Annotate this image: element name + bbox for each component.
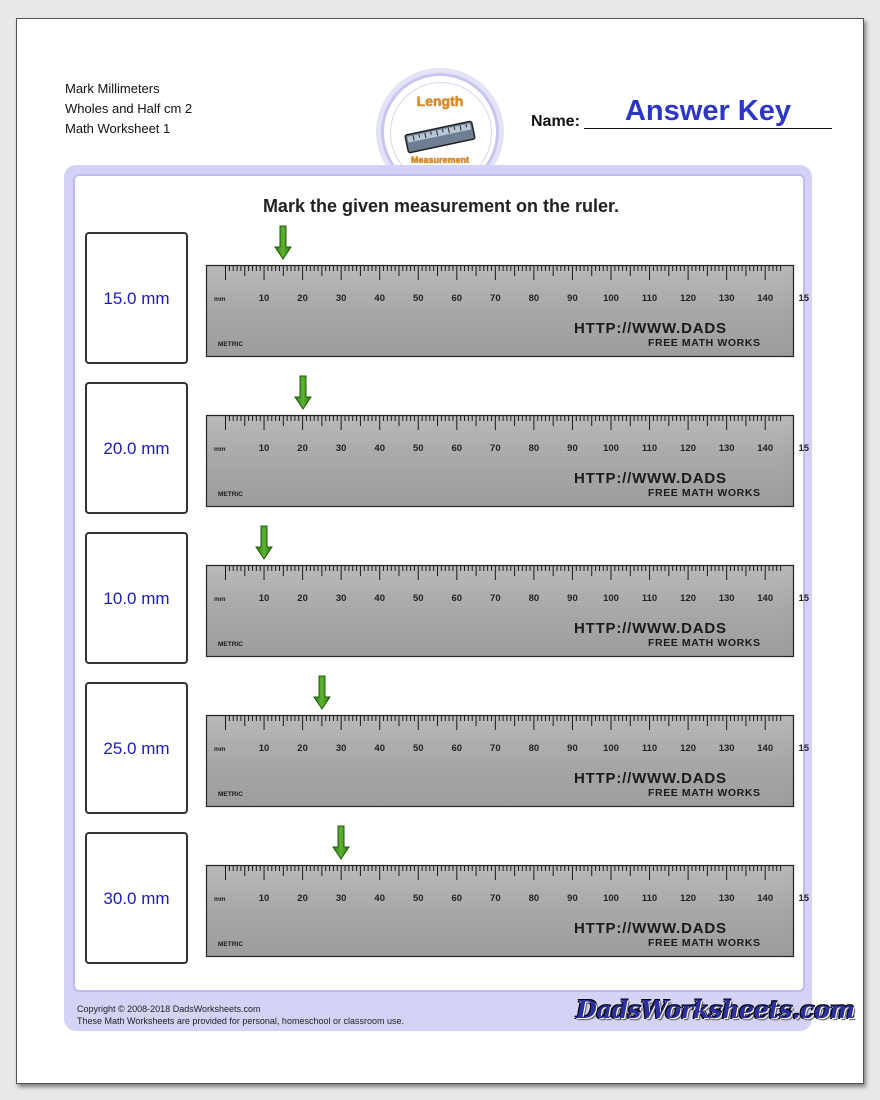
unit-label: mm — [214, 596, 226, 603]
tick-label: 20 — [297, 593, 308, 604]
answer-arrow-icon — [312, 675, 332, 711]
tick-label: 40 — [374, 293, 385, 304]
ruler-brand-url: HTTP://WWW.DADS — [574, 470, 727, 487]
problem-area — [73, 174, 810, 992]
metric-label: METRIC — [218, 941, 243, 948]
tick-label: 130 — [718, 743, 735, 754]
tick-label: 120 — [680, 893, 697, 904]
tick-label: 100 — [603, 893, 619, 904]
tick-label: 50 — [412, 743, 424, 754]
tick-label: 90 — [567, 443, 578, 454]
tick-label: 110 — [641, 593, 658, 604]
ruler-brand-url: HTTP://WWW.DADS — [574, 770, 727, 787]
tick-label: 80 — [528, 893, 540, 904]
tick-label: 100 — [603, 593, 619, 604]
measurement-label: 25.0 mm — [103, 739, 170, 758]
answer-arrow-icon — [273, 225, 293, 261]
tick-label: 80 — [528, 293, 540, 304]
measurement-label: 30.0 mm — [103, 889, 170, 908]
ruler-brand-subtitle: FREE MATH WORKS — [648, 787, 761, 799]
measurement-label: 15.0 mm — [103, 289, 170, 308]
ruler-brand-subtitle: FREE MATH WORKS — [648, 937, 761, 949]
tick-label: 50 — [412, 893, 424, 904]
tick-label: 60 — [451, 743, 463, 754]
tick-label: 90 — [567, 743, 578, 754]
worksheet-page — [16, 18, 864, 1084]
worksheet-frame — [64, 165, 855, 1031]
dadsworksheets-brand-logo: DadsWorksheets.com — [576, 995, 855, 1024]
tick-label: 70 — [490, 443, 501, 454]
ruler-brand-subtitle: FREE MATH WORKS — [648, 337, 761, 349]
tick-label: 15 — [798, 443, 810, 454]
worksheet-title-line-3: Math Worksheet 1 — [65, 121, 171, 136]
tick-label: 60 — [451, 893, 463, 904]
tick-label: 15 — [798, 293, 810, 304]
tick-label: 30 — [335, 893, 347, 904]
problem-row — [75, 382, 810, 514]
tick-label: 140 — [757, 893, 774, 904]
tick-label: 120 — [680, 293, 697, 304]
tick-label: 40 — [374, 893, 385, 904]
answer-arrow-icon — [254, 525, 274, 561]
tick-label: 80 — [528, 443, 540, 454]
tick-label: 110 — [641, 293, 658, 304]
tick-label: 20 — [297, 743, 308, 754]
answer-arrow-icon — [293, 375, 313, 411]
tick-label: 10 — [258, 443, 270, 454]
name-line — [584, 128, 832, 129]
tick-label: 130 — [718, 593, 735, 604]
tick-label: 70 — [490, 293, 501, 304]
tick-label: 40 — [374, 443, 385, 454]
tick-label: 120 — [680, 443, 697, 454]
tick-label: 90 — [567, 293, 578, 304]
tick-label: 50 — [412, 443, 424, 454]
metric-label: METRIC — [218, 341, 243, 348]
tick-label: 140 — [757, 743, 774, 754]
tick-label: 70 — [490, 593, 501, 604]
tick-label: 80 — [528, 593, 540, 604]
tick-label: 40 — [374, 593, 385, 604]
tick-label: 15 — [798, 743, 810, 754]
tick-label: 50 — [412, 593, 424, 604]
worksheet-title-block — [65, 79, 192, 139]
tick-label: 120 — [680, 593, 697, 604]
answer-arrow-icon — [331, 825, 351, 861]
metric-ruler[interactable] — [206, 415, 810, 507]
logo-bottom-text: Measurement — [410, 155, 470, 165]
name-label: Name: — [531, 113, 580, 130]
metric-label: METRIC — [218, 641, 243, 648]
tick-label: 140 — [757, 293, 774, 304]
measurement-box — [85, 382, 188, 514]
unit-label: mm — [214, 896, 226, 903]
tick-label: 40 — [374, 743, 385, 754]
tick-label: 80 — [528, 743, 540, 754]
metric-label: METRIC — [218, 791, 243, 798]
tick-label: 110 — [641, 743, 658, 754]
tick-label: 30 — [335, 593, 347, 604]
copyright-text: Copyright © 2008-2018 DadsWorksheets.com — [77, 1004, 261, 1014]
tick-label: 110 — [641, 443, 658, 454]
tick-label: 140 — [757, 593, 774, 604]
metric-ruler[interactable] — [206, 565, 810, 657]
tick-label: 20 — [297, 893, 308, 904]
measurement-box — [85, 532, 188, 664]
problem-row — [75, 232, 810, 364]
tick-label: 60 — [451, 293, 463, 304]
unit-label: mm — [214, 746, 226, 753]
tick-label: 140 — [757, 443, 774, 454]
tick-label: 15 — [798, 893, 810, 904]
metric-ruler[interactable] — [206, 265, 810, 357]
tick-label: 90 — [567, 893, 578, 904]
ruler-brand-url: HTTP://WWW.DADS — [574, 920, 727, 937]
instruction: Mark the given measurement on the ruler. — [262, 196, 620, 216]
tick-label: 130 — [718, 293, 735, 304]
usage-notice: These Math Worksheets are provided for personal, homeschool or classroom use. — [77, 1016, 404, 1026]
measurement-box — [85, 232, 188, 364]
tick-label: 100 — [603, 293, 619, 304]
measurement-box — [85, 682, 188, 814]
tick-label: 15 — [798, 593, 810, 604]
tick-label: 120 — [680, 743, 697, 754]
tick-label: 60 — [451, 443, 463, 454]
ruler-brand-subtitle: FREE MATH WORKS — [648, 487, 761, 499]
metric-ruler[interactable] — [206, 715, 810, 807]
problem-row — [75, 832, 810, 964]
footer-copyright — [77, 1003, 404, 1027]
tick-label: 10 — [258, 293, 270, 304]
problem-row — [75, 532, 810, 664]
tick-label: 20 — [297, 293, 308, 304]
tick-label: 30 — [335, 293, 347, 304]
tick-label: 60 — [451, 593, 463, 604]
metric-label: METRIC — [218, 491, 243, 498]
tick-label: 100 — [603, 443, 619, 454]
tick-label: 50 — [412, 293, 424, 304]
metric-ruler[interactable] — [206, 865, 810, 957]
worksheet-title-line-2: Wholes and Half cm 2 — [65, 101, 193, 116]
tick-label: 10 — [258, 593, 270, 604]
tick-label: 130 — [718, 443, 735, 454]
tick-label: 10 — [258, 893, 270, 904]
ruler-brand-url: HTTP://WWW.DADS — [574, 620, 727, 637]
tick-label: 70 — [490, 743, 501, 754]
problem-row — [75, 682, 810, 814]
tick-label: 70 — [490, 893, 501, 904]
unit-label: mm — [214, 446, 226, 453]
ruler-icon — [404, 122, 476, 152]
ruler-brand-subtitle: FREE MATH WORKS — [648, 637, 761, 649]
unit-label: mm — [214, 296, 226, 303]
tick-label: 10 — [258, 743, 270, 754]
tick-label: 20 — [297, 443, 308, 454]
measurement-label: 20.0 mm — [103, 439, 170, 458]
tick-label: 90 — [567, 593, 578, 604]
tick-label: 30 — [335, 443, 347, 454]
tick-label: 100 — [603, 743, 619, 754]
measurement-box — [85, 832, 188, 964]
ruler-brand-url: HTTP://WWW.DADS — [574, 320, 727, 337]
tick-label: 110 — [641, 893, 658, 904]
tick-label: 130 — [718, 893, 735, 904]
worksheet-title-line-1: Mark Millimeters — [65, 81, 160, 96]
logo-top-text: Length — [416, 93, 464, 109]
answer-key-text: Answer Key — [624, 95, 791, 127]
measurement-label: 10.0 mm — [103, 589, 170, 608]
tick-label: 30 — [335, 743, 347, 754]
